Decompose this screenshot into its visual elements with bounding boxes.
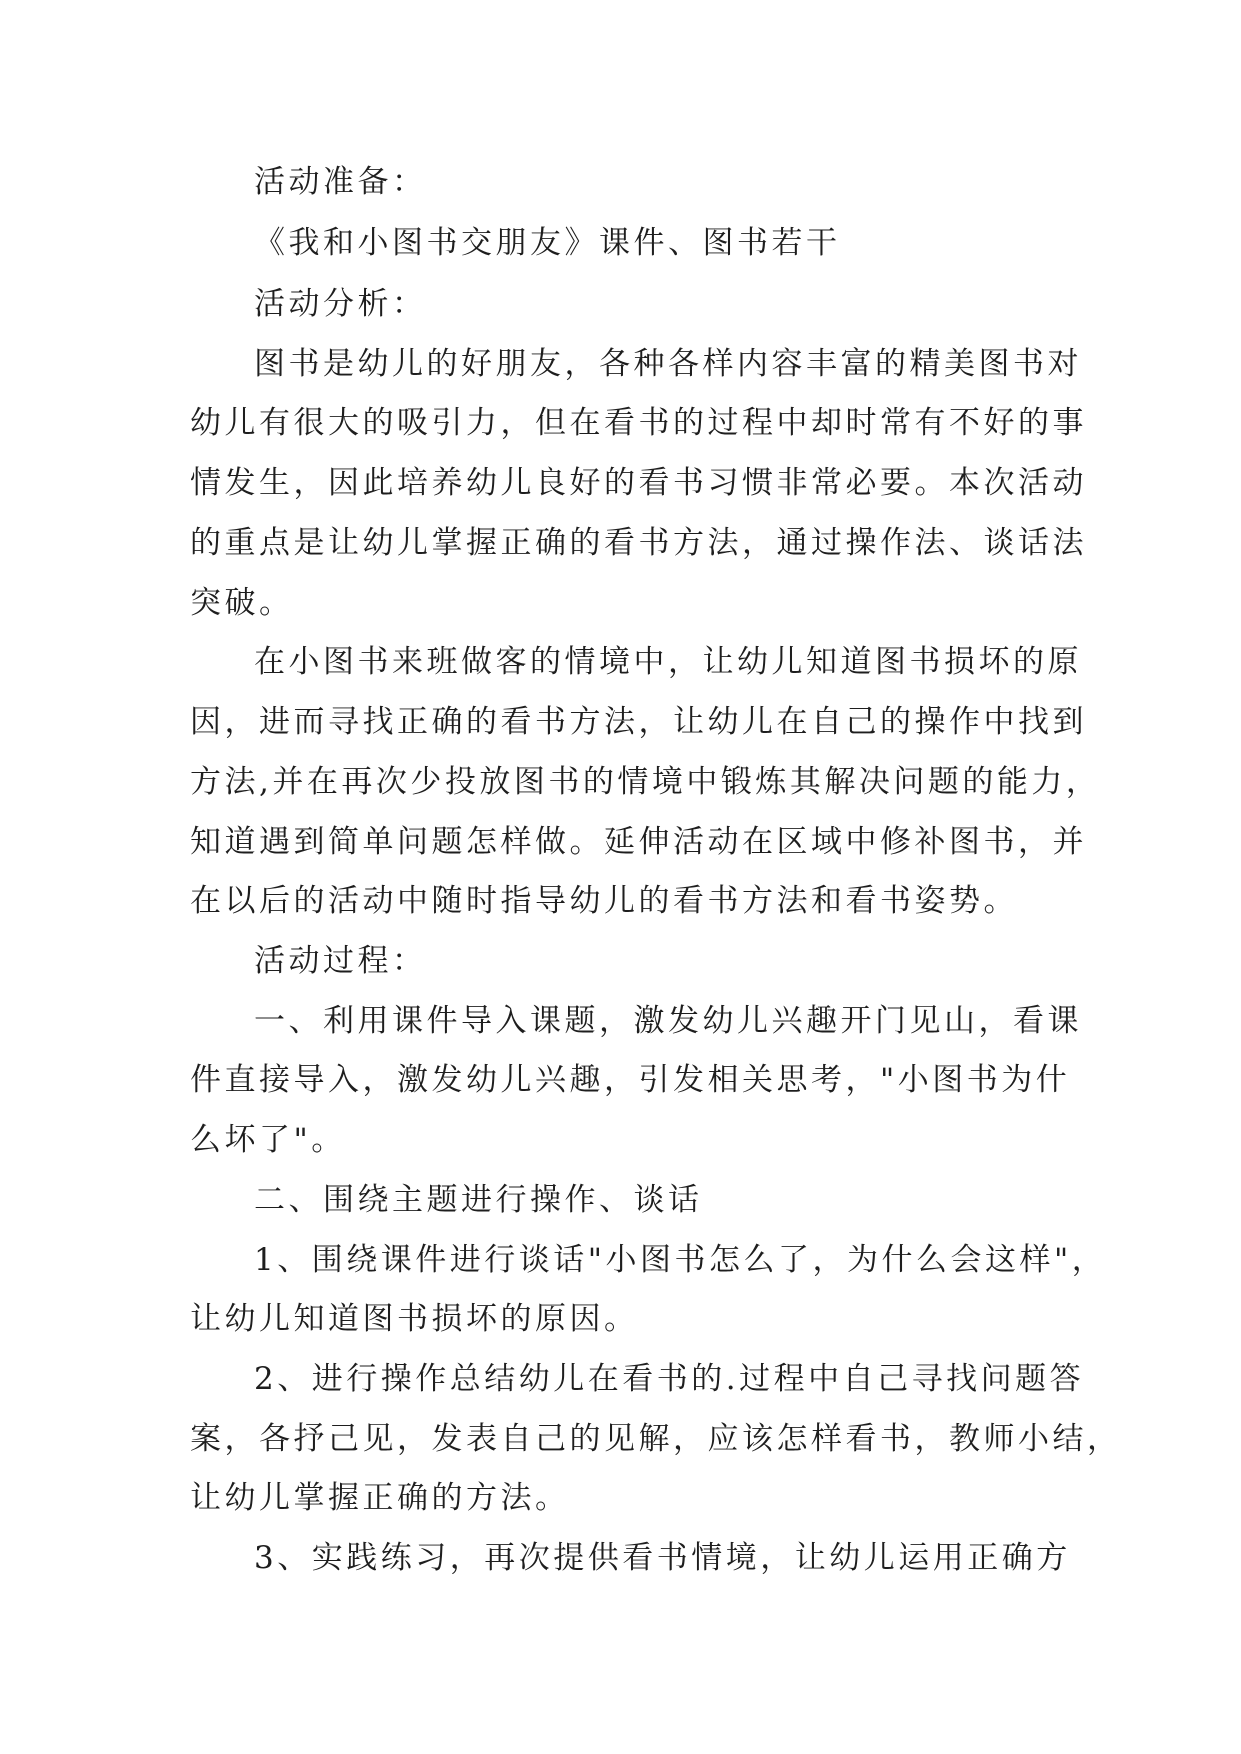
text-line: 情发生，因此培养幼儿良好的看书习惯非常必要。本次活动 <box>190 465 1087 501</box>
text-line: 图书是幼儿的好朋友，各种各样内容丰富的精美图书对 <box>254 346 1082 382</box>
text-line: 活动准备： <box>254 164 427 200</box>
text-line: 活动分析： <box>254 286 427 322</box>
text-line: 因，进而寻找正确的看书方法，让幼儿在自己的操作中找到 <box>190 704 1087 740</box>
text-line: 的重点是让幼儿掌握正确的看书方法，通过操作法、谈话法 <box>190 525 1087 561</box>
text-line: 1、围绕课件进行谈话"小图书怎么了，为什么会这样"， <box>254 1242 1107 1278</box>
text-line: 方法,并在再次少投放图书的情境中锻炼其解决问题的能力， <box>190 764 1101 800</box>
text-line: 知道遇到简单问题怎样做。延伸活动在区域中修补图书，并 <box>190 824 1087 860</box>
text-line: 二、围绕主题进行操作、谈话 <box>254 1182 703 1218</box>
text-line: 让幼儿知道图书损坏的原因。 <box>190 1301 639 1337</box>
text-line: 活动过程： <box>254 943 427 979</box>
text-line: 案，各抒己见，发表自己的见解，应该怎样看书，教师小结， <box>190 1421 1122 1457</box>
text-line: 突破。 <box>190 585 294 621</box>
text-line: 幼儿有很大的吸引力，但在看书的过程中却时常有不好的事 <box>190 405 1087 441</box>
text-line: 《我和小图书交朋友》课件、图书若干 <box>254 225 841 261</box>
text-line: 么坏了"。 <box>190 1122 346 1158</box>
text-line: 3、实践练习，再次提供看书情境，让幼儿运用正确方 <box>254 1540 1071 1576</box>
text-line: 件直接导入，激发幼儿兴趣，引发相关思考，"小图书为什 <box>190 1062 1071 1098</box>
text-line: 让幼儿掌握正确的方法。 <box>190 1480 570 1516</box>
text-line: 一、利用课件导入课题，激发幼儿兴趣开门见山，看课 <box>254 1003 1082 1039</box>
text-line: 在以后的活动中随时指导幼儿的看书方法和看书姿势。 <box>190 883 1018 919</box>
text-line: 在小图书来班做客的情境中，让幼儿知道图书损坏的原 <box>254 644 1082 680</box>
text-line: 2、进行操作总结幼儿在看书的.过程中自己寻找问题答 <box>254 1361 1085 1397</box>
